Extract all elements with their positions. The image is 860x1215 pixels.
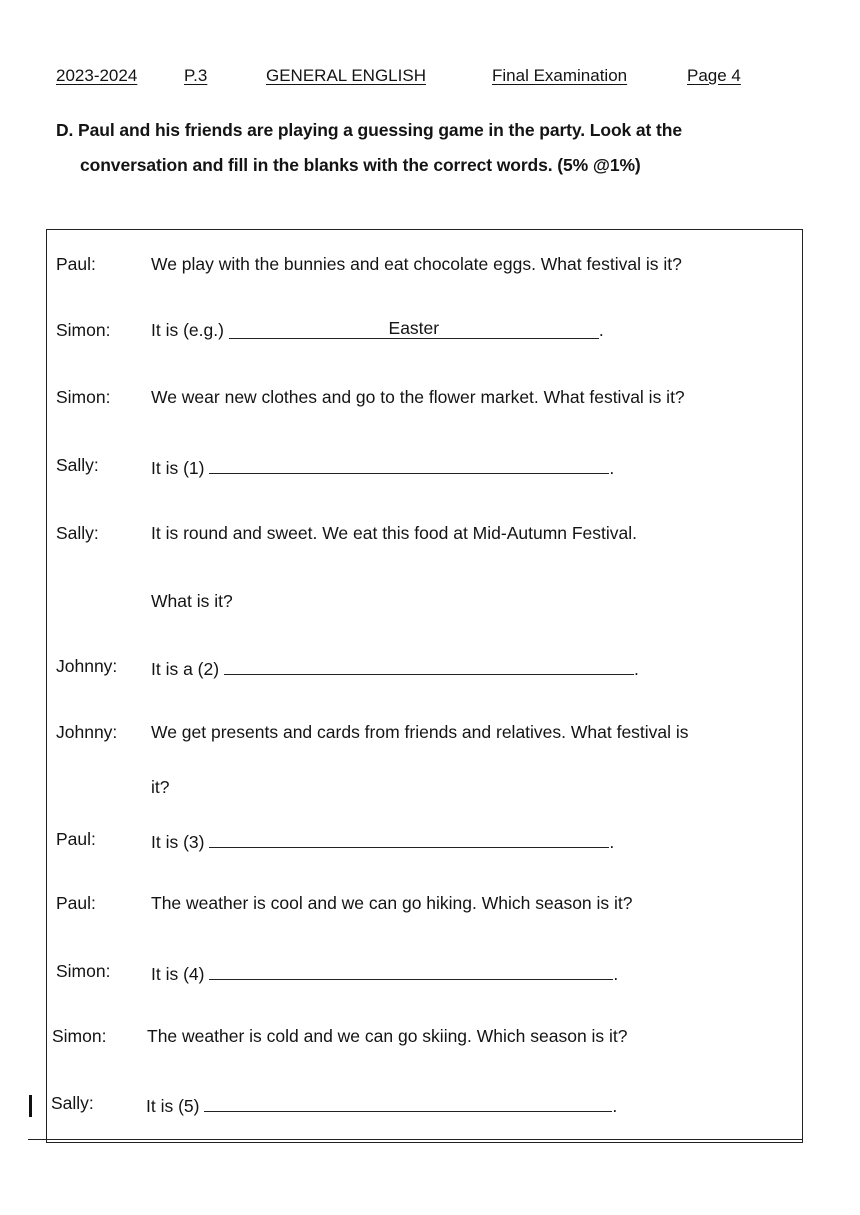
line-prefix: It is (3)	[151, 832, 205, 852]
line-text: The weather is cold and we can go skiing. Which season is it?	[147, 1026, 628, 1046]
line-prefix: It is (5)	[146, 1096, 200, 1116]
line-prefix: It is (e.g.)	[151, 320, 224, 340]
line-text: We play with the bunnies and eat chocolate eggs. What festival is it?	[151, 254, 682, 274]
answer-blank-2[interactable]	[224, 656, 634, 675]
answer-blank-3[interactable]	[209, 829, 609, 848]
exam-label: Final Examination	[492, 66, 628, 85]
instruction-line-1: D. Paul and his friends are playing a guessing game in the party. Look at the	[56, 120, 683, 140]
speaker-label: Simon:	[56, 961, 111, 981]
line-suffix: .	[612, 1096, 618, 1116]
line-suffix: .	[598, 320, 604, 340]
line-text: We wear new clothes and go to the flower market. What festival is it?	[151, 387, 685, 407]
speaker-label: Simon:	[52, 1026, 107, 1046]
line-text: We get presents and cards from friends and relatives. What festival is	[151, 722, 689, 742]
answer-blank-4[interactable]	[209, 961, 613, 980]
line-suffix: .	[633, 659, 639, 679]
line-suffix: .	[609, 458, 615, 478]
speaker-label: Simon:	[56, 320, 111, 340]
line-prefix: It is (4)	[151, 964, 205, 984]
bottom-rule	[28, 1139, 802, 1140]
grade-label: P.3	[184, 66, 208, 85]
page-header	[56, 66, 756, 92]
subject-label: GENERAL ENGLISH	[266, 66, 426, 85]
speaker-label: Paul:	[56, 893, 96, 913]
line-suffix: .	[609, 832, 615, 852]
section-instructions	[56, 113, 816, 183]
speaker-label: Paul:	[56, 254, 96, 274]
speaker-label: Simon:	[56, 387, 111, 407]
answer-blank-1[interactable]	[209, 455, 609, 474]
line-prefix: It is (1)	[151, 458, 205, 478]
page-number: Page 4	[687, 66, 741, 85]
line-text-continued: it?	[151, 777, 170, 797]
line-prefix: It is a (2)	[151, 659, 220, 679]
dialogue-box	[46, 229, 803, 1143]
speaker-label: Sally:	[56, 455, 99, 475]
line-text: The weather is cool and we can go hiking. Which season is it?	[151, 893, 633, 913]
speaker-label: Paul:	[56, 829, 96, 849]
margin-mark	[29, 1095, 32, 1117]
school-year: 2023-2024	[56, 66, 138, 85]
speaker-label: Sally:	[51, 1093, 94, 1113]
line-text: It is round and sweet. We eat this food at Mid-Autumn Festival.	[151, 523, 638, 543]
speaker-label: Johnny:	[56, 722, 118, 742]
speaker-label: Johnny:	[56, 656, 118, 676]
answer-blank-5[interactable]	[204, 1093, 612, 1112]
instruction-line-2: conversation and fill in the blanks with the correct words. (5% @1%)	[80, 155, 641, 175]
line-text-continued: What is it?	[151, 591, 233, 611]
line-suffix: .	[613, 964, 619, 984]
example-answer-blank	[229, 320, 599, 339]
example-answer: Easter	[388, 318, 440, 338]
speaker-label: Sally:	[56, 523, 99, 543]
